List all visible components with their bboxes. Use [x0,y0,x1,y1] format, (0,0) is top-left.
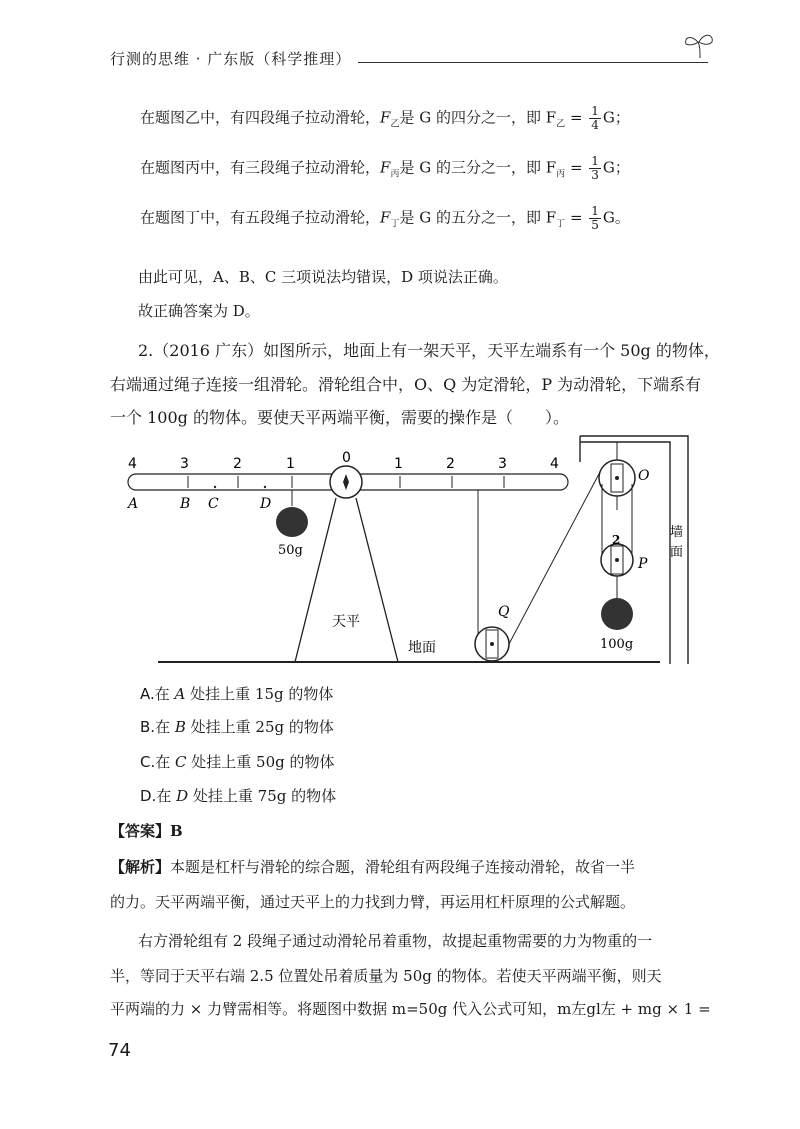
option-d[interactable]: D.在 D 处挂上重 75g 的物体 [140,787,337,805]
wall-label-2: 面 [670,545,684,560]
pulley-o-label: O [638,468,650,484]
point-label-a: A [128,496,139,512]
header-rule [358,62,708,63]
sprout-icon [680,30,720,60]
tick-label-center-0: 0 [342,450,351,466]
right-mass-100g [601,598,633,630]
intro-line-3: 在题图丁中，有五段绳子拉动滑轮，$F_丁$是 G 的五分之一，即 $F_丁$ = $\frac{1}{5}$ G。 [140,204,630,232]
pulley-p-mark: 2 [612,533,621,547]
tick-label-left-1: 1 [286,456,295,472]
analysis-label: 【解析】 [110,858,171,876]
fraction: $\frac{1}{3}$ [591,154,599,182]
option-c[interactable]: C.在 C 处挂上重 50g 的物体 [140,753,335,771]
header-title: 行测的思维 · 广东版（科学推理） [110,50,352,68]
answer-label: 【答案】 [110,822,171,840]
fraction: $\frac{1}{5}$ [591,204,599,232]
page-number: 74 [108,1040,131,1061]
tick-label-right-2: 2 [446,456,455,472]
pulley-q-label: Q [498,604,510,620]
analysis-line-2: 的力。天平两端平衡，通过天平上的力找到力臂，再运用杠杆原理的公式解题。 [110,893,636,911]
tick-label-right-3: 3 [498,456,507,472]
scale-label: 天平 [332,614,360,630]
point-label-d: D [260,496,272,512]
pulley-p-label: P [638,556,648,572]
intro-line-1: 在题图乙中，有四段绳子拉动滑轮，$F_乙$是 G 的四分之一，即 $F_乙$ = $\frac{1}{4}$ G； [140,104,630,132]
tick-label-right-1: 1 [394,456,403,472]
balance-pulley-diagram [120,432,700,672]
question-line-3: 一个 100g 的物体。要使天平两端平衡，需要的操作是（ ）。 [110,408,569,427]
left-mass-label: 50g [278,543,303,558]
left-mass-50g [276,507,308,537]
tick-label-left-2: 2 [233,456,242,472]
answer-line [110,820,183,841]
running-header [110,44,710,74]
option-a[interactable]: A.在 A 处挂上重 15g 的物体 [140,685,334,703]
tick-label-left-4: 4 [128,456,137,472]
analysis-line-4: 半，等同于天平右端 2.5 位置处吊着质量为 50g 的物体。若使天平两端平衡，则天 [110,967,662,985]
wall-label-1: 墙 [670,525,684,540]
previous-answer-text: 故正确答案为 D。 [138,302,260,320]
answer-value: B [170,822,183,840]
option-b[interactable]: B.在 B 处挂上重 25g 的物体 [140,718,334,736]
question-line-2: 右端通过绳子连接一组滑轮。滑轮组合中，O、Q 为定滑轮，P 为动滑轮，下端系有 [110,375,702,394]
point-label-c: C [208,496,219,512]
analysis-line-3: 右方滑轮组有 2 段绳子通过动滑轮吊着重物，故提起重物需要的力为物重的一 [138,932,653,950]
point-label-b: B [180,496,191,512]
question-line-1: 2.（2016 广东）如图所示，地面上有一架天平，天平左端系有一个 50g 的物体， [138,341,720,360]
right-mass-label: 100g [600,637,634,652]
balance-stand [295,498,398,662]
analysis-line-5: 平两端的力 × 力臂需相等。将题图中数据 m=50g 代入公式可知，m左gl左 + mg × 1 = [110,1000,711,1018]
tick-label-right-4: 4 [550,456,559,472]
fraction: $\frac{1}{4}$ [591,104,599,132]
analysis-line-1: 【解析】本题是杠杆与滑轮的综合题，滑轮组有两段绳子连接动滑轮，故省一半 [110,858,636,876]
ground-label: 地面 [408,640,436,656]
tick-label-left-3: 3 [180,456,189,472]
conclusion-text: 由此可见，A、B、C 三项说法均错误，D 项说法正确。 [138,268,508,286]
intro-line-2: 在题图丙中，有三段绳子拉动滑轮，$F_丙$是 G 的三分之一，即 $F_丙$ = $\frac{1}{3}$ G； [140,154,630,182]
